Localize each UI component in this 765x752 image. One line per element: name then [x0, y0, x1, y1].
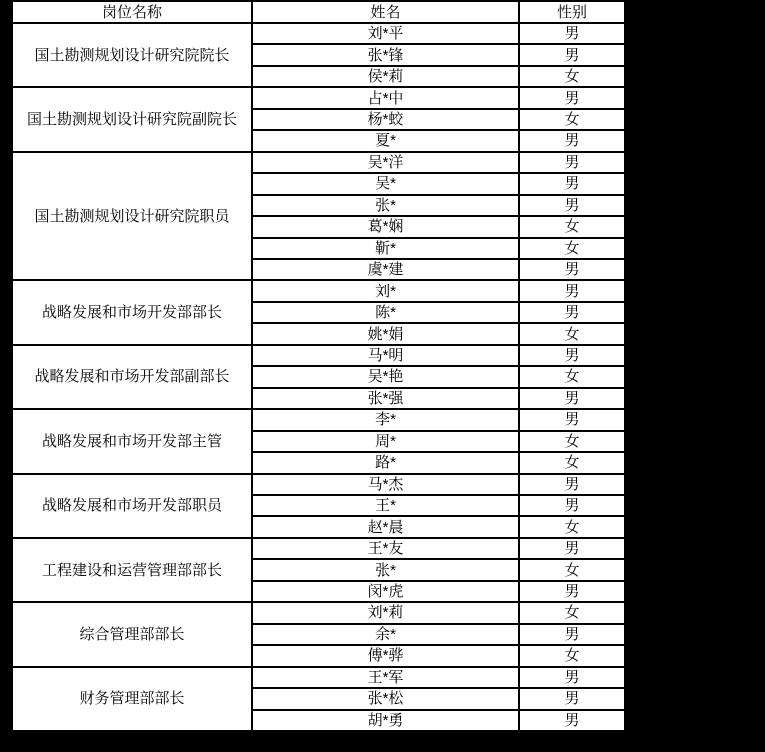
- name-cell: 杨*蛟: [252, 109, 519, 130]
- name-cell: 张*强: [252, 388, 519, 409]
- name-cell: 张*: [252, 195, 519, 216]
- table-row: [12, 152, 625, 173]
- name-cell: 赵*晨: [252, 516, 519, 537]
- gender-cell: 女: [519, 238, 625, 259]
- name-cell: 余*: [252, 624, 519, 645]
- name-cell: 吴*: [252, 173, 519, 194]
- name-cell: 傅*骅: [252, 645, 519, 666]
- name-cell: 马*明: [252, 345, 519, 366]
- gender-cell: 男: [519, 130, 625, 151]
- position-roster-table: [11, 0, 626, 732]
- name-cell: 路*: [252, 452, 519, 473]
- name-cell: 靳*: [252, 238, 519, 259]
- gender-cell: 男: [519, 23, 625, 44]
- name-cell: 侯*莉: [252, 66, 519, 87]
- table-row: [12, 87, 625, 108]
- gender-cell: 男: [519, 388, 625, 409]
- gender-cell: 男: [519, 710, 625, 732]
- table-header: [12, 1, 625, 23]
- name-cell: 张*松: [252, 688, 519, 709]
- gender-cell: 男: [519, 44, 625, 65]
- name-cell: 吴*洋: [252, 152, 519, 173]
- position-cell: 综合管理部部长: [12, 602, 252, 666]
- name-cell: 马*杰: [252, 474, 519, 495]
- table-row: [12, 280, 625, 301]
- gender-cell: 女: [519, 323, 625, 344]
- header-name: 姓名: [252, 1, 519, 23]
- position-cell: 国土勘测规划设计研究院院长: [12, 23, 252, 87]
- gender-cell: 男: [519, 195, 625, 216]
- name-cell: 张*锋: [252, 44, 519, 65]
- header-position: 岗位名称: [12, 1, 252, 23]
- gender-cell: 女: [519, 216, 625, 237]
- name-cell: 刘*平: [252, 23, 519, 44]
- gender-cell: 男: [519, 259, 625, 280]
- gender-cell: 女: [519, 431, 625, 452]
- table-row: [12, 667, 625, 688]
- gender-cell: 男: [519, 87, 625, 108]
- name-cell: 李*: [252, 409, 519, 430]
- table-row: [12, 474, 625, 495]
- header-gender: 性别: [519, 1, 625, 23]
- name-cell: 张*: [252, 559, 519, 580]
- gender-cell: 男: [519, 345, 625, 366]
- name-cell: 胡*勇: [252, 710, 519, 732]
- gender-cell: 女: [519, 366, 625, 387]
- gender-cell: 男: [519, 173, 625, 194]
- position-cell: 战略发展和市场开发部职员: [12, 474, 252, 538]
- name-cell: 陈*: [252, 302, 519, 323]
- gender-cell: 男: [519, 688, 625, 709]
- gender-cell: 女: [519, 109, 625, 130]
- gender-cell: 男: [519, 538, 625, 559]
- name-cell: 占*中: [252, 87, 519, 108]
- table-row: [12, 345, 625, 366]
- name-cell: 吴*艳: [252, 366, 519, 387]
- gender-cell: 男: [519, 581, 625, 602]
- gender-cell: 男: [519, 474, 625, 495]
- table-body: [12, 23, 625, 731]
- header-row: [12, 1, 625, 23]
- gender-cell: 男: [519, 152, 625, 173]
- name-cell: 葛*娴: [252, 216, 519, 237]
- gender-cell: 女: [519, 602, 625, 623]
- gender-cell: 男: [519, 624, 625, 645]
- position-cell: 国土勘测规划设计研究院副院长: [12, 87, 252, 151]
- position-cell: 战略发展和市场开发部主管: [12, 409, 252, 473]
- position-cell: 战略发展和市场开发部副部长: [12, 345, 252, 409]
- name-cell: 夏*: [252, 130, 519, 151]
- position-cell: 国土勘测规划设计研究院职员: [12, 152, 252, 281]
- table-row: [12, 602, 625, 623]
- position-cell: 财务管理部部长: [12, 667, 252, 731]
- table-row: [12, 23, 625, 44]
- name-cell: 刘*莉: [252, 602, 519, 623]
- gender-cell: 女: [519, 559, 625, 580]
- table-row: [12, 409, 625, 430]
- gender-cell: 男: [519, 495, 625, 516]
- name-cell: 姚*娟: [252, 323, 519, 344]
- gender-cell: 男: [519, 667, 625, 688]
- gender-cell: 男: [519, 409, 625, 430]
- name-cell: 虞*建: [252, 259, 519, 280]
- gender-cell: 女: [519, 645, 625, 666]
- name-cell: 王*军: [252, 667, 519, 688]
- name-cell: 王*友: [252, 538, 519, 559]
- name-cell: 刘*: [252, 280, 519, 301]
- gender-cell: 女: [519, 452, 625, 473]
- name-cell: 闵*虎: [252, 581, 519, 602]
- gender-cell: 女: [519, 66, 625, 87]
- position-cell: 战略发展和市场开发部部长: [12, 280, 252, 344]
- gender-cell: 女: [519, 516, 625, 537]
- name-cell: 周*: [252, 431, 519, 452]
- gender-cell: 男: [519, 280, 625, 301]
- position-cell: 工程建设和运营管理部部长: [12, 538, 252, 602]
- gender-cell: 男: [519, 302, 625, 323]
- name-cell: 王*: [252, 495, 519, 516]
- table-row: [12, 538, 625, 559]
